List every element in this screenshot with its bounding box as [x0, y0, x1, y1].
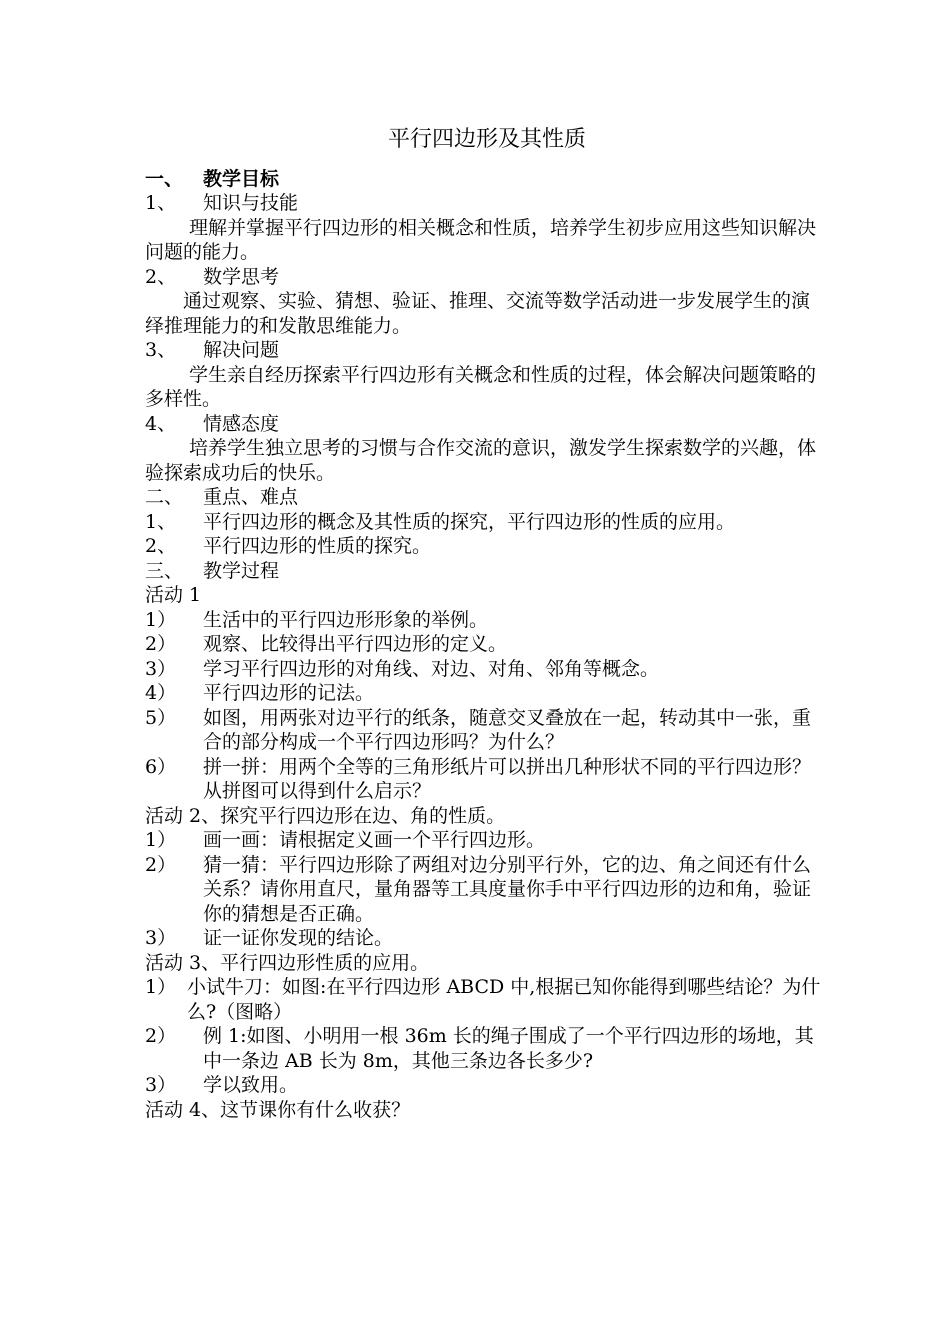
item-number: 3） — [145, 927, 177, 949]
item-text: 小试牛刀：如图:在平行四边形 ABCD 中,根据已知你能得到哪些结论？为什么?（图略） — [187, 976, 821, 1023]
item-number: 4） — [145, 682, 177, 704]
goal-heading — [145, 265, 825, 290]
goal-heading — [145, 412, 825, 437]
list-item — [145, 706, 825, 755]
item-text: 证一证你发现的结论。 — [203, 927, 394, 949]
keypoint-number: 2、 — [145, 535, 177, 557]
section-number: 二、 — [145, 486, 184, 508]
section-number: 三、 — [145, 559, 184, 582]
item-text: 生活中的平行四边形形象的举例。 — [203, 608, 489, 631]
item-text: 学习平行四边形的对角线、对边、对角、邻角等概念。 — [203, 657, 660, 680]
item-number: 1） — [145, 976, 177, 998]
section-number: 一、 — [145, 167, 184, 190]
activity-3-heading: 活动 3、平行四边形性质的应用。 — [145, 951, 430, 974]
item-number: 3） — [145, 1074, 177, 1096]
goal-label: 知识与技能 — [203, 192, 299, 214]
document-page — [145, 128, 825, 1122]
item-number: 1） — [145, 829, 177, 851]
document-title: 平行四边形及其性质 — [387, 127, 586, 152]
item-text: 平行四边形的记法。 — [203, 682, 375, 704]
goal-number: 4、 — [145, 412, 177, 435]
list-item — [145, 975, 825, 1024]
activity-2-heading: 活动 2、探究平行四边形在边、角的性质。 — [145, 804, 506, 827]
item-text: 拼一拼：用两个全等的三角形纸片可以拼出几种形状不同的平行四边形？从拼图可以得到什么启示？ — [203, 755, 812, 802]
goal-number: 3、 — [145, 339, 177, 361]
goal-label: 数学思考 — [203, 265, 280, 288]
goal-paragraph: 学生亲自经历探索平行四边形有关概念和性质的过程，体会解决问题策略的多样性。 — [145, 363, 817, 410]
list-item — [145, 926, 825, 951]
item-number: 3） — [145, 657, 177, 680]
activity-4-heading: 活动 4、这节课你有什么收获？ — [145, 1098, 411, 1121]
goal-paragraph: 通过观察、实验、猜想、验证、推理、交流等数学活动进一步发展学生的演绎推理能力的和发散思维能力。 — [145, 290, 811, 337]
keypoint-text: 平行四边形的性质的探究。 — [203, 535, 432, 557]
keypoint-text: 平行四边形的概念及其性质的探究，平行四边形的性质的应用。 — [203, 510, 736, 533]
goal-label: 解决问题 — [203, 339, 280, 361]
item-text: 如图，用两张对边平行的纸条，随意交叉叠放在一起，转动其中一张，重合的部分构成一个平行四边形吗？为什么？ — [203, 706, 812, 753]
item-text: 画一画：请根据定义画一个平行四边形。 — [203, 829, 546, 851]
list-item — [145, 1073, 825, 1098]
goal-paragraph: 理解并掌握平行四边形的相关概念和性质，培养学生初步应用这些知识解决问题的能力。 — [145, 216, 817, 263]
item-number: 2） — [145, 1025, 177, 1047]
item-text: 例 1:如图、小明用一根 36m 长的绳子围成了一个平行四边形的场地，其中一条边 AB 长为 8m，其他三条边各长多少? — [203, 1025, 814, 1072]
item-number: 5） — [145, 706, 177, 729]
list-item — [145, 755, 825, 804]
list-item — [145, 828, 825, 853]
keypoint-number: 1、 — [145, 510, 177, 533]
section-label: 重点、难点 — [203, 486, 299, 508]
section-label: 教学过程 — [203, 559, 280, 582]
goal-heading — [145, 338, 825, 363]
list-item — [145, 657, 825, 682]
item-number: 2） — [145, 633, 177, 655]
keypoint-item — [145, 534, 825, 559]
list-item — [145, 1024, 825, 1073]
list-item — [145, 681, 825, 706]
item-number: 1） — [145, 608, 177, 631]
list-item — [145, 853, 825, 927]
activity-1-heading: 活动 1 — [145, 584, 202, 606]
item-number: 6） — [145, 755, 177, 778]
section-label: 教学目标 — [203, 167, 280, 190]
item-text: 学以致用。 — [203, 1074, 299, 1096]
section-3-heading — [145, 559, 825, 584]
section-2-heading — [145, 485, 825, 510]
list-item — [145, 608, 825, 633]
item-text: 观察、比较得出平行四边形的定义。 — [203, 633, 508, 655]
section-1-heading — [145, 167, 825, 192]
keypoint-item — [145, 510, 825, 535]
list-item — [145, 632, 825, 657]
item-text: 猜一猜：平行四边形除了两组对边分别平行外，它的边、角之间还有什么关系？请你用直尺，量角器等工具度量你手中平行四边形的边和角，验证你的猜想是否正确。 — [203, 853, 812, 925]
goal-number: 2、 — [145, 265, 177, 288]
goal-label: 情感态度 — [203, 412, 280, 435]
goal-heading — [145, 191, 825, 216]
goal-number: 1、 — [145, 192, 177, 214]
item-number: 2） — [145, 853, 177, 876]
goal-paragraph: 培养学生独立思考的习惯与合作交流的意识，激发学生探索数学的兴趣，体验探索成功后的快乐。 — [145, 437, 817, 484]
